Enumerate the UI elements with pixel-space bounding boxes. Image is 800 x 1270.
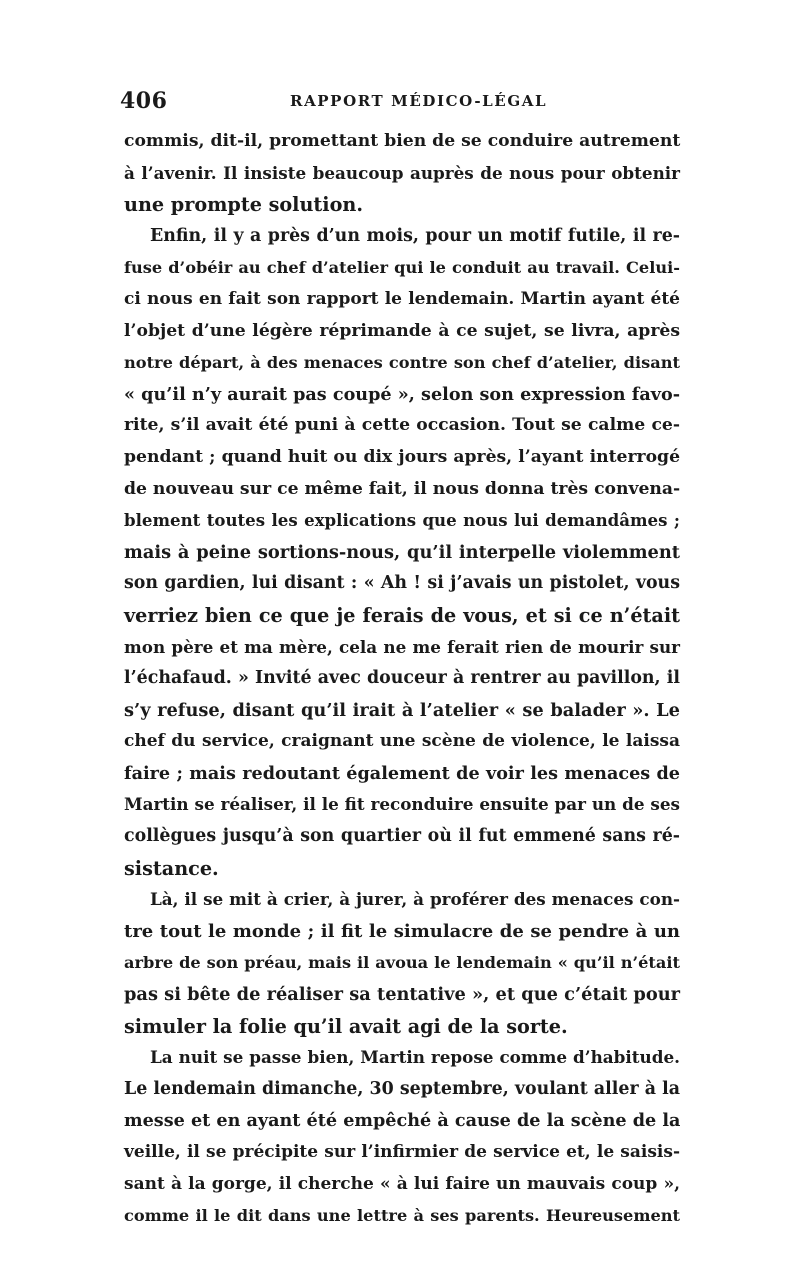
text-line: Enfin, il y a près d’un mois, pour un motif futile, il re-: [150, 225, 680, 246]
text-line: s’y refuse, disant qu’il irait à l’atelier « se balader ». Le: [124, 699, 680, 721]
text-line: comme il le dit dans une lettre à ses parents. Heureusement: [124, 1206, 680, 1226]
text-line: Martin se réaliser, il le fit reconduire ensuite par un de ses: [124, 794, 680, 815]
text-line: Là, il se mit à crier, à jurer, à proférer des menaces con-: [150, 889, 680, 910]
text-line: sant à la gorge, il cherche « à lui faire un mauvais coup »,: [124, 1173, 680, 1194]
text-line: mon père et ma mère, cela ne me ferait rien de mourir sur: [124, 636, 680, 657]
text-line: fuse d’obéir au chef d’atelier qui le conduit au travail. Celui-: [124, 258, 680, 278]
running-head: [120, 88, 680, 118]
text-line: collègues jusqu’à son quartier où il fut emmené sans ré-: [124, 826, 680, 847]
text-line: tre tout le monde ; il fit le simulacre de se pendre à un: [124, 920, 680, 942]
text-line: chef du service, craignant une scène de violence, le laissa: [124, 731, 680, 752]
text-line: pas si bête de réaliser sa tentative », et que c’était pour: [124, 984, 680, 1006]
running-title: RAPPORT MÉDICO-LÉGAL: [290, 92, 548, 110]
text-line: arbre de son préau, mais il avoua le lendemain « qu’il n’était: [124, 953, 680, 973]
text-line: son gardien, lui disant : « Ah ! si j’avais un pistolet, vous: [124, 573, 680, 594]
text-line: notre départ, à des menaces contre son chef d’atelier, disant: [124, 353, 680, 373]
text-line: simuler la folie qu’il avait agi de la sorte.: [124, 1014, 568, 1038]
text-line: veille, il se précipite sur l’infirmier de service et, le saisis-: [124, 1142, 680, 1162]
text-line: ci nous en fait son rapport le lendemain. Martin ayant été: [124, 288, 680, 309]
text-line: une prompte solution.: [124, 193, 364, 217]
text-line: commis, dit-il, promettant bien de se conduire autrement: [124, 131, 681, 151]
body-text: [124, 126, 680, 1232]
text-line: La nuit se passe bien, Martin repose comme d’habitude.: [150, 1047, 680, 1068]
text-line: à l’avenir. Il insiste beaucoup auprès de nous pour obtenir: [124, 162, 680, 183]
text-line: sistance.: [124, 856, 219, 880]
text-line: faire ; mais redoutant également de voir les menaces de: [124, 762, 680, 784]
text-line: messe et en ayant été empêché à cause de la scène de la: [124, 1110, 681, 1132]
text-line: l’objet d’une légère réprimande à ce sujet, se livra, après: [124, 320, 680, 341]
text-line: rite, s’il avait été puni à cette occasion. Tout se calme ce-: [124, 415, 680, 436]
text-line: « qu’il n’y aurait pas coupé », selon son expression favo-: [124, 383, 680, 405]
text-line: de nouveau sur ce même fait, il nous donna très convena-: [124, 478, 681, 499]
text-line: Le lendemain dimanche, 30 septembre, voulant aller à la: [124, 1078, 680, 1099]
text-line: verriez bien ce que je ferais de vous, et si ce n’était: [124, 603, 680, 627]
page-number: 406: [120, 88, 168, 114]
text-line: l’échafaud. » Invité avec douceur à rentrer au pavillon, il: [124, 668, 680, 689]
text-line: blement toutes les explications que nous lui demandâmes ;: [124, 510, 680, 531]
text-line: pendant ; quand huit ou dix jours après, l’ayant interrogé: [124, 446, 680, 467]
text-line: mais à peine sortions-nous, qu’il interpelle violemment: [124, 541, 680, 563]
